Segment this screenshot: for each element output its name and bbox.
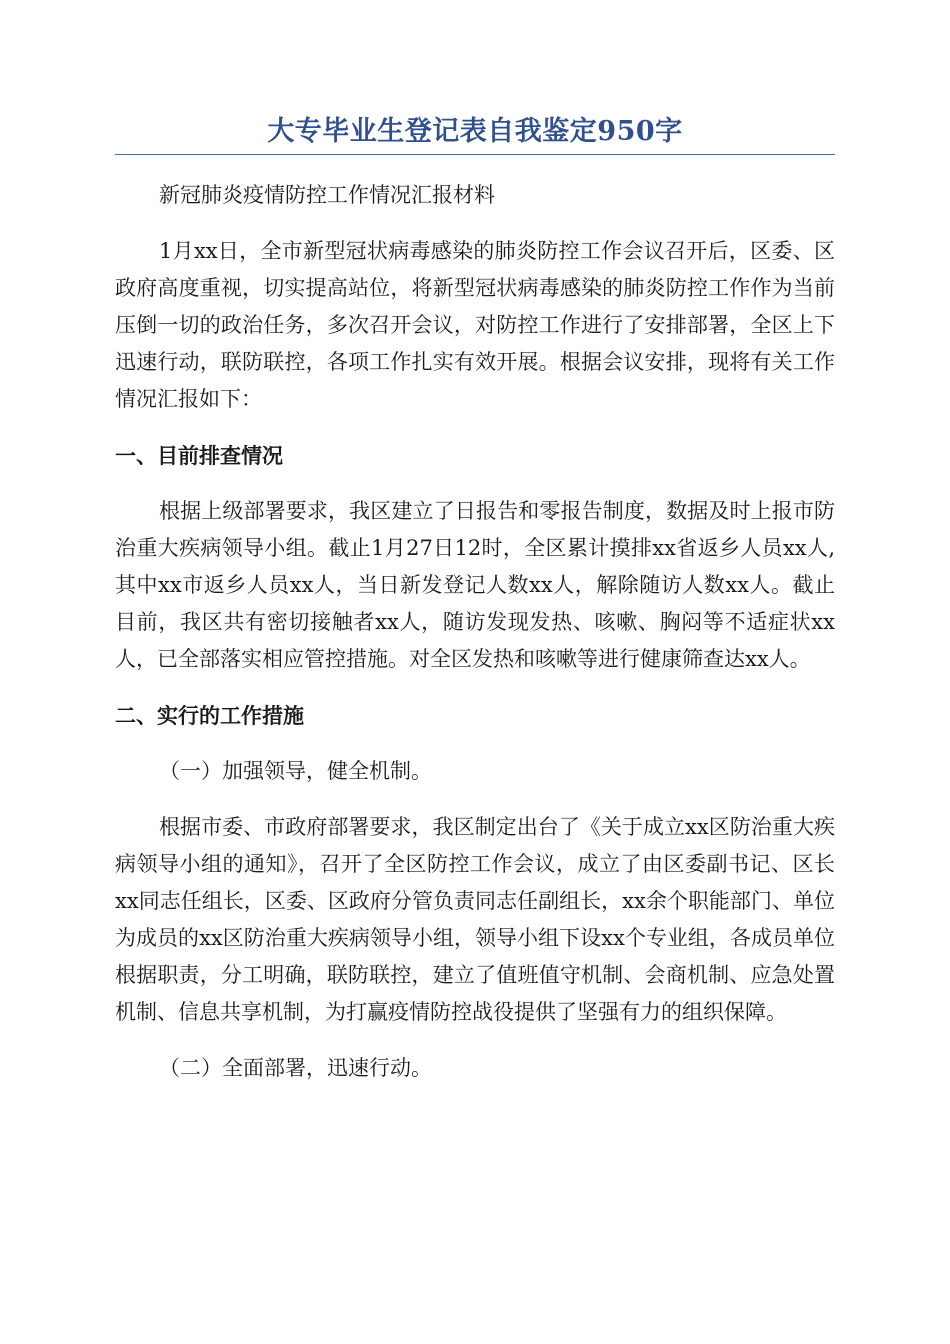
document-subtitle: 新冠肺炎疫情防控工作情况汇报材料 [159,183,495,207]
document-title: 大专毕业生登记表自我鉴定950字 [267,116,683,147]
subsection-heading-2: （二）全面部署，迅速行动。 [159,1056,432,1080]
section-1-paragraph: 根据上级部署要求，我区建立了日报告和零报告制度，数据及时上报市防治重大疾病领导小组。截止1月27日12时，全区累计摸排xx省返乡人员xx人,其中xx市返乡人员xx人，当日新发登记人数xx人，解除随访人数xx人。截止目前，我区共有密切接触者xx人，随访发现发热、咳嗽、胸闷等不适症状xx人，已全部落实相应管控措施。对全区发热和咳嗽等进行健康筛查达xx人。 [115,499,835,671]
intro-paragraph: 1月xx日，全市新型冠状病毒感染的肺炎防控工作会议召开后，区委、区政府高度重视，切实提高站位，将新型冠状病毒感染的肺炎防控工作作为当前压倒一切的政治任务，多次召开会议，对防控工作进行了安排部署，全区上下迅速行动，联防联控，各项工作扎实有效开展。根据会议安排，现将有关工作情况汇报如下： [115,239,835,411]
subsection-1-paragraph: 根据市委、市政府部署要求，我区制定出台了《关于成立xx区防治重大疾病领导小组的通知》，召开了全区防控工作会议，成立了由区委副书记、区长xx同志任组长，区委、区政府分管负责同志任副组长，xx余个职能部门、单位为成员的xx区防治重大疾病领导小组，领导小组下设xx个专业组，各成员单位根据职责，分工明确，联防联控，建立了值班值守机制、会商机制、应急处置机制、信息共享机制，为打赢疫情防控战役提供了坚强有力的组织保障。 [115,815,835,1024]
document-page [115,112,835,1106]
section-heading-2: 二、实行的工作措施 [115,703,304,728]
section-heading-1: 一、目前排查情况 [115,443,283,468]
title-underline [115,154,835,155]
subsection-heading-1: （一）加强领导，健全机制。 [159,759,432,783]
